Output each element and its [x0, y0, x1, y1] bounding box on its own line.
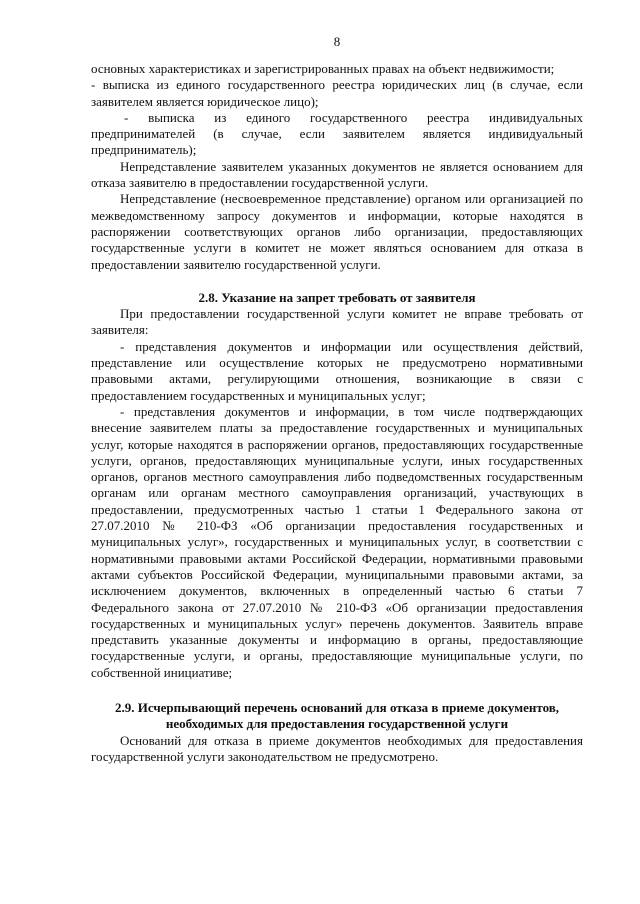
paragraph-legal-entities-extract: - выписка из единого государственного реестра юридических лиц (в случае, если заявителем является юридическое лицо); [91, 77, 583, 109]
section-2-8-intro: При предоставлении государственной услуги комитет не вправе требовать от заявителя: [91, 306, 583, 338]
section-2-9-heading [91, 700, 583, 733]
section-2-8-item-1: - представления документов и информации или осуществления действий, представление или осуществление которых не предусмотрено нормативными правовыми актами, регулирующими отношения, возникающие в связи с предоставлением государственных и муниципальных услуг; [91, 338, 583, 403]
section-2-8-item-2: - представления документов и информации, в том числе подтверждающих внесение заявителем платы за предоставление государственных и муниципальных услуг, которые находятся в распоряжении органов, предоставляющих государственные услуги, органов, предоставляющих муниципальные услуги, иных государственных органов, органов местного самоуправления либо подведомственных государственным органам или органам местного самоуправления организаций, участвующих в предоставлении, предусмотренных частью 1 статьи 1 Федерального закона от 27.07.2010 № 210-ФЗ «Об организации предоставления государственных и муниципальных услуг», государственных и муниципальных услуг, в соответствии с нормативными правовыми актами Российской Федерации, нормативными правовыми актами субъектов Российской Федерации, муниципальными правовыми актами, за исключением документов, включенных в определенный частью 6 статьи 7 Федерального закона от 27.07.2010 № 210-ФЗ «Об организации предоставления государственных и муниципальных услуг» перечень документов. Заявитель вправе представить указанные документы и информацию в органы, предоставляющие государственные услуги, и органы, предоставляющие муниципальные услуги, по собственной инициативе; [91, 403, 583, 680]
section-2-9-heading-line-1: 2.9. Исчерпывающий перечень оснований для отказа в приеме документов, [114, 699, 560, 715]
paragraph-real-estate-extract: основных характеристиках и зарегистрированных правах на объект недвижимости; [91, 61, 555, 76]
section-2-9-body: Оснований для отказа в приеме документов необходимых для предоставления государственной услуги законодательством не предусмотрено. [91, 732, 583, 764]
paragraph-non-submission-agency: Непредставление (несвоевременное представление) органом или организацией по межведомственному запросу документов и информации, которые находятся в распоряжении соответствующих органов либо организации, предоставляющих государственные услуги в комитет не может являться основанием для отказа в предоставлении заявителю государственной услуги. [91, 191, 583, 272]
paragraph-non-submission-applicant: Непредставление заявителем указанных документов не является основанием для отказа заявителю в предоставлении государственной услуги. [91, 158, 583, 191]
page-number: 8 [333, 34, 341, 49]
section-2-9-heading-line-2: необходимых для предоставления государственной услуги [165, 716, 509, 732]
paragraph-entrepreneurs-extract: - выписка из единого государственного реестра индивидуальных предпринимателей (в случае, если заявителем является индивидуальный предприниматель); [91, 109, 583, 158]
section-2-8-heading: 2.8. Указание на запрет требовать от заявителя [198, 289, 476, 305]
